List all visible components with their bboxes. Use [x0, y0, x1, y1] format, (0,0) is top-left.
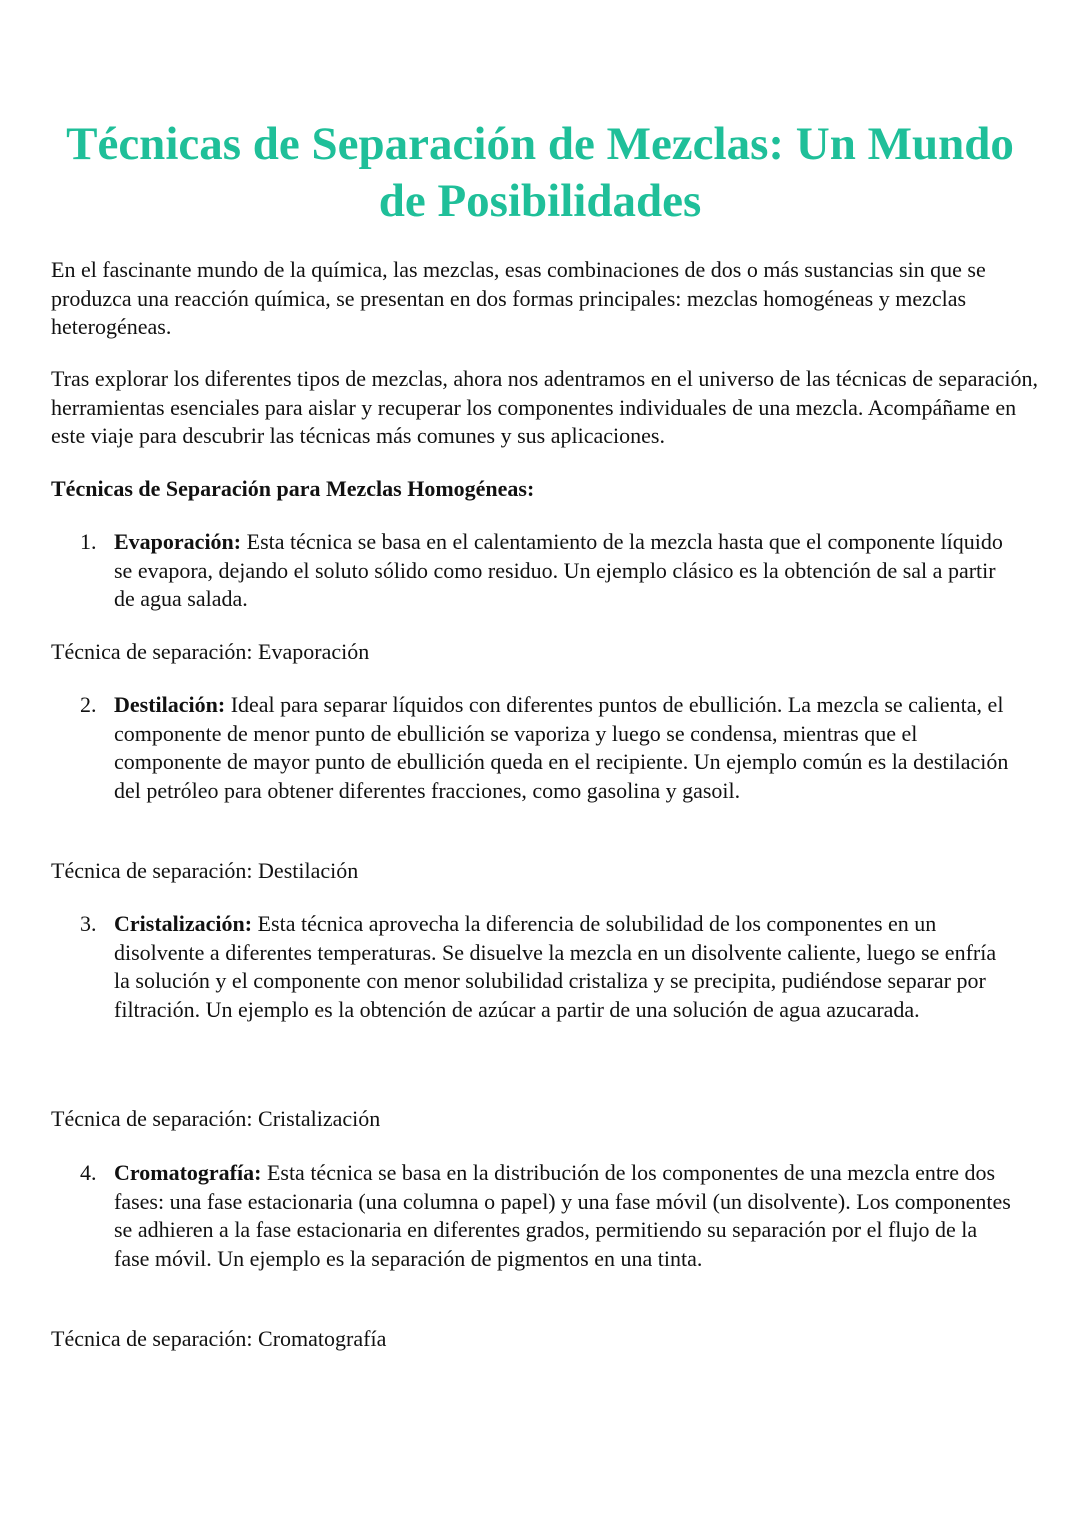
context-paragraph: Tras explorar los diferentes tipos de mezclas, ahora nos adentramos en el universo de las técnicas de separación, herramientas esenciales para aislar y recuperar los componentes individuales de una mezcla. Acompáñame en este viaje para descubrir las técnicas más comunes y sus aplicaciones.	[51, 366, 1039, 449]
list-item-number: 1.	[80, 529, 97, 554]
list-item-body	[114, 528, 1015, 614]
list-item-body	[114, 910, 1015, 1024]
list-item-body	[114, 691, 1015, 805]
list-item-text: Esta técnica se basa en la distribución de los componentes de una mezcla entre dos fases: una fase estacionaria (una columna o papel) y una fase móvil (un disolvente). Los componentes se adhieren a la fase estacionaria en diferentes grados, permitiendo su separación por el flujo de la fase móvil. Un ejemplo es la separación de pigmentos en una tinta.	[114, 1160, 1011, 1271]
page-title: Técnicas de Separación de Mezclas: Un Mundo de Posibilidades	[66, 118, 1014, 227]
list-item-cromatografia	[80, 1159, 1015, 1273]
list-item-body	[114, 1159, 1015, 1273]
list-item-text: Esta técnica se basa en el calentamiento de la mezcla hasta que el componente líquido se evapora, dejando el soluto sólido como residuo. Un ejemplo clásico es la obtención de sal a partir de agua salada.	[114, 529, 1003, 612]
list-item-evaporacion	[80, 528, 1015, 614]
caption-cromatografia: Técnica de separación: Cromatografía	[51, 1326, 387, 1351]
list-item-term: Cromatografía:	[114, 1160, 262, 1185]
list-item-term: Destilación:	[114, 692, 226, 717]
section-heading: Técnicas de Separación para Mezclas Homogéneas:	[51, 476, 535, 501]
list-item-destilacion	[80, 691, 1015, 805]
list-item-number: 3.	[80, 911, 97, 936]
list-item-text: Esta técnica aprovecha la diferencia de solubilidad de los componentes en un disolvente a diferentes temperaturas. Se disuelve la mezcla en un disolvente caliente, luego se enfría la solución y el componente con menor solubilidad cristaliza y se precipita, pudiéndose separar por filtración. Un ejemplo es la obtención de azúcar a partir de una solución de agua azucarada.	[114, 911, 997, 1022]
list-item-number: 4.	[80, 1160, 97, 1185]
list-item-text: Ideal para separar líquidos con diferentes puntos de ebullición. La mezcla se calienta, el componente de menor punto de ebullición se vaporiza y luego se condensa, mientras que el componente de mayor punto de ebullición queda en el recipiente. Un ejemplo común es la destilación del petróleo para obtener diferentes fracciones, como gasolina y gasoil.	[114, 692, 1009, 803]
caption-evaporacion: Técnica de separación: Evaporación	[51, 639, 370, 664]
caption-cristalizacion: Técnica de separación: Cristalización	[51, 1106, 381, 1131]
list-item-term: Cristalización:	[114, 911, 253, 936]
intro-paragraph: En el fascinante mundo de la química, las mezclas, esas combinaciones de dos o más sustancias sin que se produzca una reacción química, se presentan en dos formas principales: mezclas homogéneas y mezclas heterogéneas.	[51, 257, 986, 340]
caption-destilacion: Técnica de separación: Destilación	[51, 858, 359, 883]
list-item-number: 2.	[80, 692, 97, 717]
list-item-term: Evaporación:	[114, 529, 242, 554]
list-item-cristalizacion	[80, 910, 1015, 1024]
